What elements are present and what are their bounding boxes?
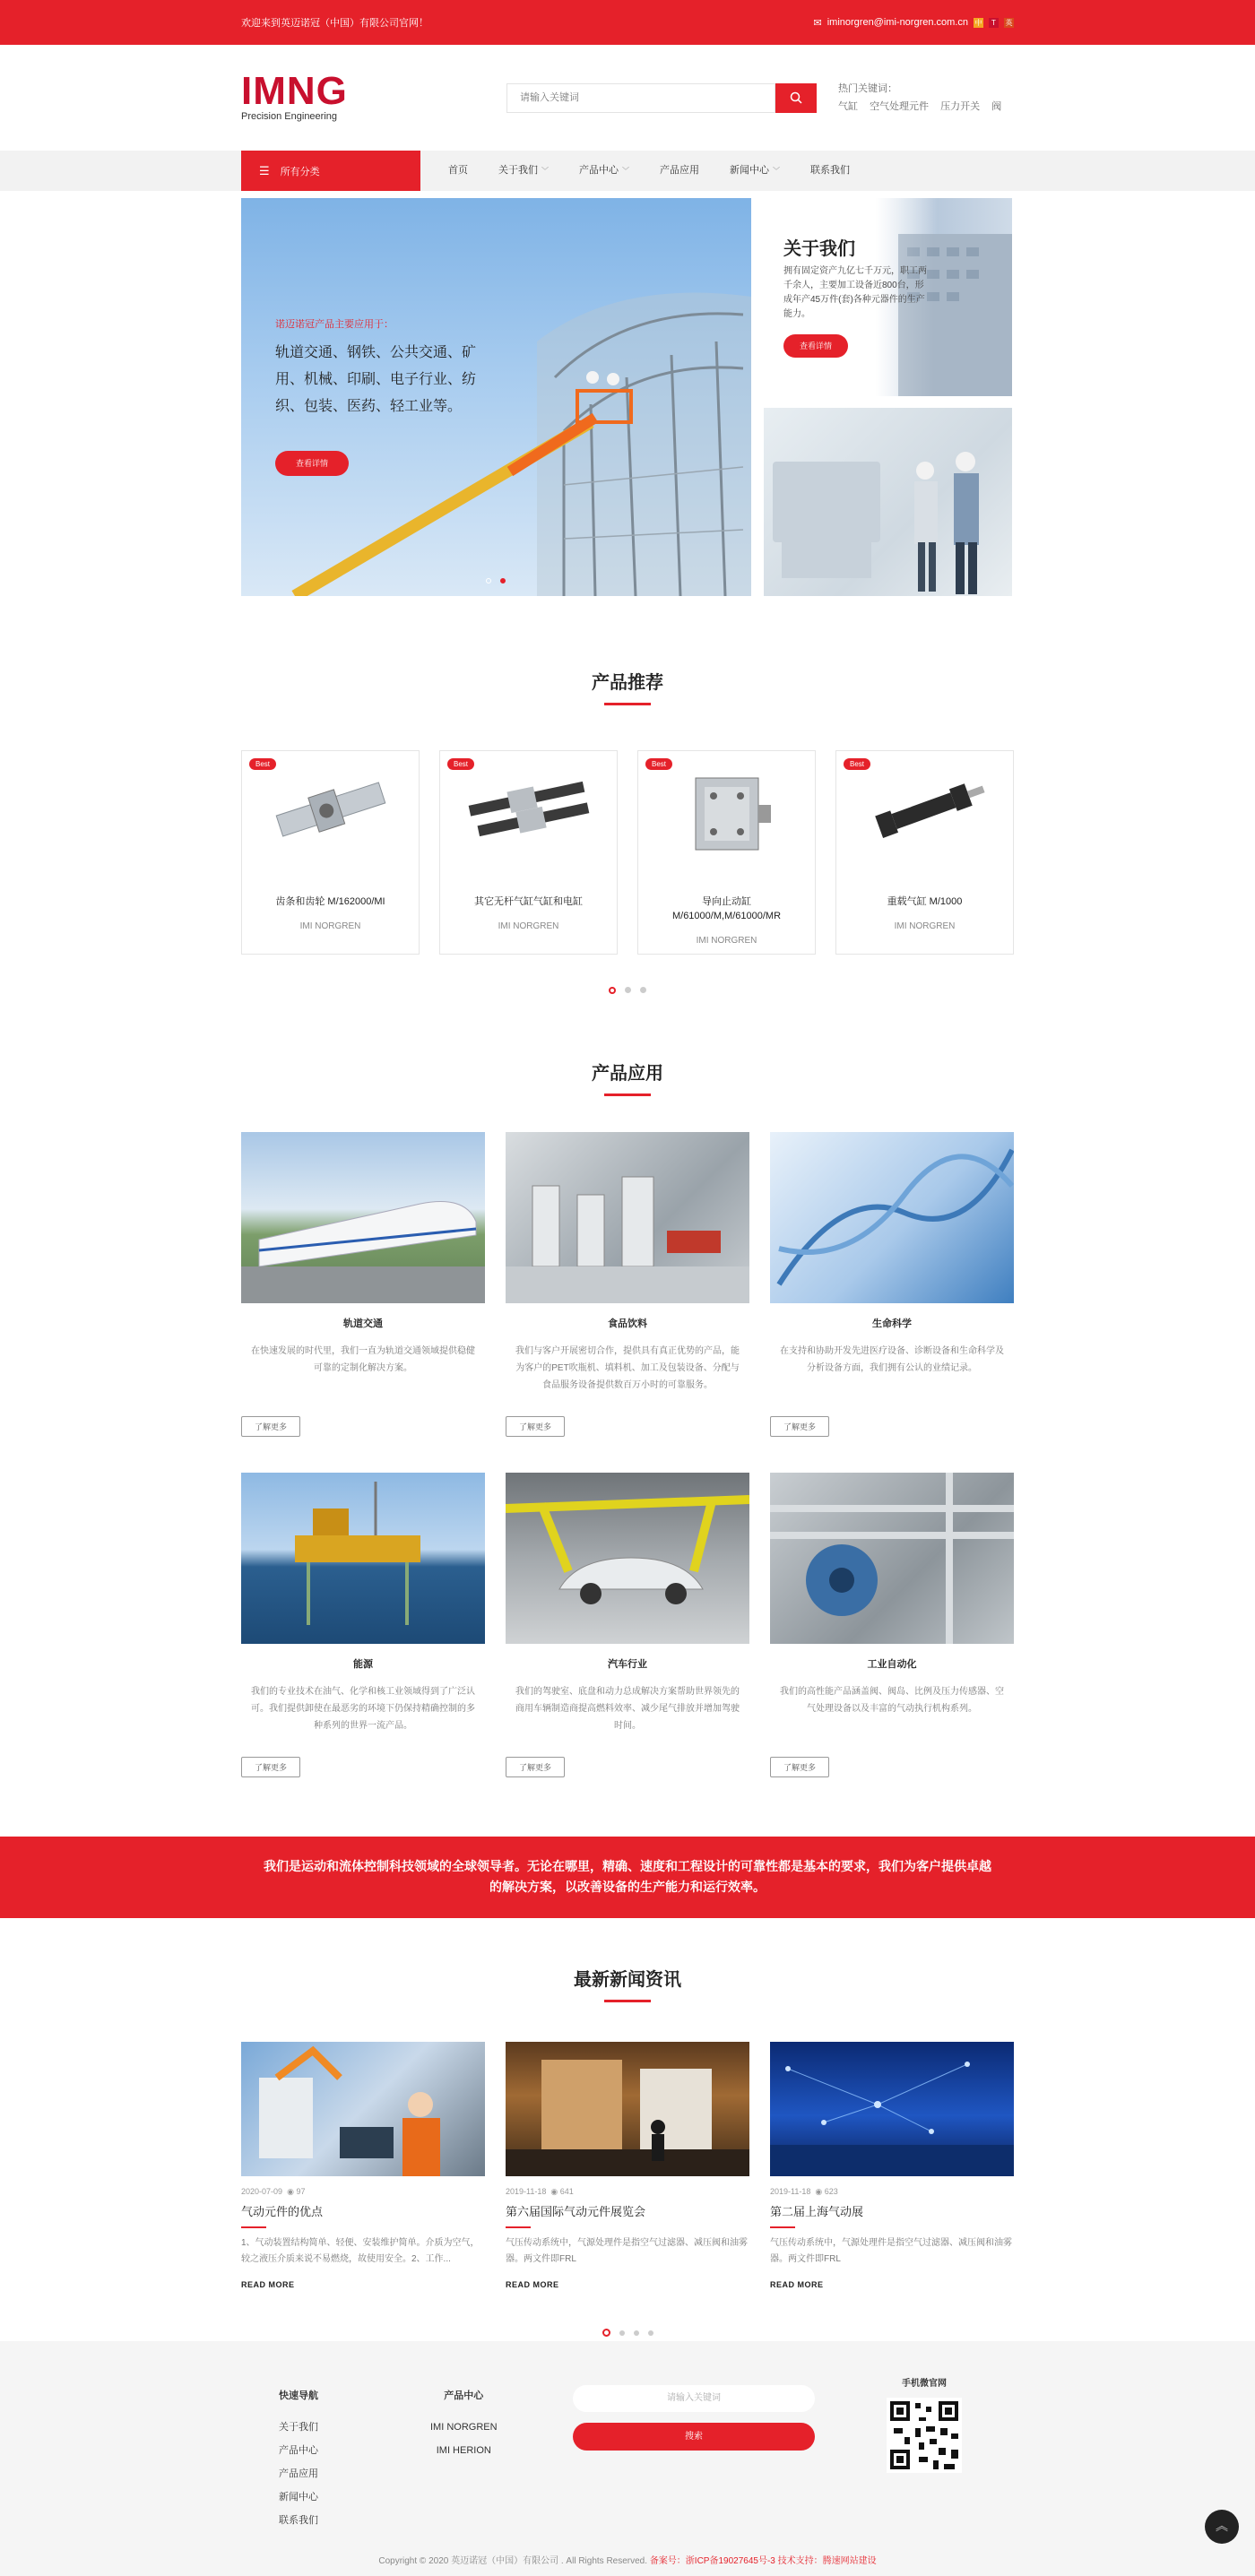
nav-item-label: 首页 <box>448 165 468 176</box>
news-date: 2020-07-09 <box>241 2187 283 2196</box>
products-section <box>241 668 1014 994</box>
learn-more-button[interactable]: 了解更多 <box>241 1757 300 1777</box>
learn-more-button[interactable]: 了解更多 <box>506 1416 565 1437</box>
best-badge: Best <box>447 758 474 770</box>
pipes-fan-illustration <box>770 1473 1014 1644</box>
product-brand: IMI NORGREN <box>696 936 757 946</box>
footer-search-button[interactable]: 搜索 <box>573 2423 815 2451</box>
hero-section <box>241 191 1014 598</box>
bottling-machine-illustration <box>506 1132 749 1303</box>
application-desc: 我们与客户开展密切合作，提供具有真正优势的产品，能为客户的PET吹瓶机、填料机、加工及包装设备、分配与食品服务设备提供数百万小时的可靠服务。 <box>515 1346 740 1390</box>
exhibition-illustration <box>506 2042 749 2176</box>
footer-col-title: 快速导航 <box>279 2390 318 2401</box>
pagination-dot-active[interactable] <box>609 987 616 994</box>
news-image <box>506 2042 749 2176</box>
footer-link[interactable]: 新闻中心 <box>279 2492 318 2503</box>
hot-keyword[interactable]: 气缸 <box>838 101 858 112</box>
robot-workers-illustration <box>241 2042 485 2176</box>
mission-banner <box>0 1837 1255 1918</box>
header-search <box>506 83 817 113</box>
hot-keyword[interactable]: 阀 <box>991 101 1002 112</box>
news-date: 2019-11-18 <box>770 2187 811 2196</box>
mission-line-1: 我们是运动和流体控制科技领域的全球领导者。无论在哪里，精确、速度和工程设计的可靠性都是基本的要求，我们为客户提供卓越 <box>264 1859 991 1873</box>
all-categories-label: 所有分类 <box>280 166 320 177</box>
about-details-button[interactable]: 查看详情 <box>783 334 848 358</box>
nav-item-news[interactable] <box>714 151 795 191</box>
product-card[interactable] <box>637 750 816 955</box>
eye-icon: ◉ <box>815 2187 823 2196</box>
logo-main: IMNG <box>241 69 348 113</box>
pagination-dot[interactable] <box>648 2330 653 2336</box>
news-meta <box>506 2187 749 2197</box>
news-meta <box>241 2187 485 2197</box>
footer-product-center <box>430 2388 498 2462</box>
nav-item-label: 新闻中心 <box>730 165 769 176</box>
top-bar <box>0 0 1255 45</box>
applications-title: 产品应用 <box>241 1059 1014 1096</box>
search-input[interactable] <box>506 83 775 113</box>
news-date: 2019-11-18 <box>506 2187 547 2196</box>
application-desc: 在快速发展的时代里，我们一直为轨道交通领域提供稳健可靠的定制化解决方案。 <box>251 1346 475 1373</box>
application-card[interactable] <box>241 1132 485 1437</box>
best-badge: Best <box>645 758 672 770</box>
copyright <box>0 2553 1255 2566</box>
footer <box>0 2341 1255 2576</box>
product-name: 其它无杆气缸气缸和电缸 <box>474 896 583 907</box>
oil-platform-illustration <box>241 1473 485 1644</box>
logo[interactable] <box>241 69 501 122</box>
news-views: 623 <box>824 2187 838 2196</box>
banner-dot[interactable] <box>486 578 491 583</box>
product-card[interactable] <box>439 750 618 955</box>
product-brand: IMI NORGREN <box>498 921 559 931</box>
engineers-photo <box>764 408 1012 596</box>
application-name: 工业自动化 <box>867 1659 917 1670</box>
engineers-illustration <box>764 408 1012 596</box>
about-title: 关于我们 <box>783 239 855 259</box>
nav-item-label: 产品应用 <box>660 165 699 176</box>
about-text: 拥有固定资产九亿七千万元，职工两千余人，主要加工设备近800台，形成年产45万件(套)各种元器件的生产能力。 <box>783 266 927 319</box>
products-pagination <box>241 987 1014 994</box>
product-card[interactable] <box>241 750 420 955</box>
nav-item-label: 产品中心 <box>579 165 619 176</box>
footer-link[interactable]: 产品应用 <box>279 2468 318 2479</box>
news-excerpt: 气压传动系统中，气源处理件是指空气过滤器、减压阀和油雾器。两文件即FRL <box>506 2238 748 2264</box>
heavy-duty-cylinder-icon <box>858 774 992 845</box>
chevron-down-icon: ﹀ <box>541 167 549 175</box>
nav-item-applications[interactable] <box>645 151 714 191</box>
news-excerpt: 气压传动系统中，气源处理件是指空气过滤器、减压阀和油雾器。两文件即FRL <box>770 2238 1012 2264</box>
eye-icon: ◉ <box>287 2187 294 2196</box>
news-meta <box>770 2187 1014 2197</box>
news-title-link[interactable]: 第二届上海气动展 <box>770 2202 1014 2228</box>
footer-search <box>573 2385 815 2451</box>
logo-sub: Precision Engineering <box>241 111 338 122</box>
pagination-dot[interactable] <box>625 987 631 993</box>
pagination-dot[interactable] <box>640 987 646 993</box>
learn-more-button[interactable]: 了解更多 <box>241 1416 300 1437</box>
learn-more-button[interactable]: 了解更多 <box>770 1757 829 1777</box>
rodless-cylinder-icon <box>462 774 596 845</box>
dna-helix-illustration <box>770 1132 1014 1303</box>
product-card[interactable] <box>835 750 1014 955</box>
email-link[interactable]: iminorgren@imi-norgren.com.cn <box>827 17 968 28</box>
news-section <box>241 1965 1014 2337</box>
product-name: 齿条和齿轮 M/162000/MI <box>275 896 385 907</box>
hot-keywords <box>838 80 1010 116</box>
menu-icon: ☰ <box>259 163 270 177</box>
products-title: 产品推荐 <box>241 668 1014 705</box>
footer-search-input[interactable]: 请输入关键词 <box>573 2385 815 2412</box>
learn-more-button[interactable]: 了解更多 <box>770 1416 829 1437</box>
news-title: 最新新闻资讯 <box>241 1965 1014 2002</box>
double-chevron-up-icon: ︽ <box>1216 2519 1228 2533</box>
food-beverage-photo <box>506 1132 749 1303</box>
news-image <box>770 2042 1014 2176</box>
pagination-dot[interactable] <box>634 2330 639 2336</box>
application-desc: 我们的高性能产品涵盖阀、阀岛、比例及压力传感器、空气处理设备以及丰富的气动执行机构系列。 <box>780 1687 1004 1714</box>
footer-link[interactable]: 关于我们 <box>279 2422 318 2433</box>
language-cn-button[interactable]: 中 <box>974 18 982 27</box>
energy-photo <box>241 1473 485 1644</box>
news-views: 641 <box>559 2187 574 2196</box>
hot-keyword[interactable]: 空气处理元件 <box>870 101 930 112</box>
applications-section <box>241 1059 1014 1777</box>
read-more-link[interactable]: READ MORE <box>770 2280 824 2289</box>
application-card[interactable] <box>506 1473 749 1777</box>
automotive-photo <box>506 1473 749 1644</box>
application-desc: 我们的驾驶室、底盘和动力总成解决方案帮助世界领先的商用车辆制造商提高燃料效率、减少尾气排放并增加驾驶时间。 <box>515 1687 740 1731</box>
learn-more-button[interactable]: 了解更多 <box>506 1757 565 1777</box>
hero-tag: 诺迈诺冠产品主要应用于： <box>275 319 394 330</box>
icp-link[interactable]: 备案号：浙ICP备19027645号-3 技术支持：腾速网站建设 <box>649 2556 877 2566</box>
rail-transit-photo <box>241 1132 485 1303</box>
pagination-dot[interactable] <box>619 2330 625 2336</box>
train-illustration <box>241 1132 485 1303</box>
eye-icon: ◉ <box>550 2187 558 2196</box>
about-card[interactable] <box>764 198 1012 396</box>
footer-quick-nav <box>279 2388 318 2532</box>
nav-item-contact[interactable] <box>795 151 865 191</box>
application-card[interactable] <box>770 1132 1014 1437</box>
news-pagination <box>241 2329 1014 2337</box>
application-name: 生命科学 <box>872 1318 912 1329</box>
hot-keywords-label: 热门关键词： <box>838 83 897 94</box>
footer-link[interactable]: 产品中心 <box>279 2445 318 2456</box>
footer-link[interactable]: IMI NORGREN <box>430 2422 498 2433</box>
news-card[interactable] <box>241 2042 485 2289</box>
footer-link[interactable]: IMI HERION <box>436 2445 491 2456</box>
nav-item-home[interactable] <box>433 151 483 191</box>
product-name: 导向止动缸 M/61000/M,M/61000/MR <box>671 896 782 921</box>
welcome-text: 欢迎来到英迈诺冠（中国）有限公司官网！ <box>241 18 428 29</box>
product-brand: IMI NORGREN <box>894 921 956 931</box>
read-more-link[interactable]: READ MORE <box>241 2280 295 2289</box>
best-badge: Best <box>844 758 870 770</box>
pagination-dot-active[interactable] <box>602 2329 610 2337</box>
news-title-link[interactable]: 气动元件的优点 <box>241 2202 485 2228</box>
guided-cylinder-icon <box>660 765 794 854</box>
search-icon <box>790 91 802 104</box>
application-desc: 我们的专业技术在油气、化学和核工业领域得到了广泛认可。我们提供卸使在最恶劣的环境下仍保持精确控制的多种系列的世界一流产品。 <box>251 1687 475 1731</box>
news-excerpt: 1、气动装置结构简单、轻便、安装维护简单。介质为空气，较之液压介质来说不易燃烧，故使用安全。2、工作... <box>241 2238 480 2264</box>
back-to-top-button[interactable] <box>1205 2510 1239 2544</box>
news-card[interactable] <box>770 2042 1014 2289</box>
language-en-button[interactable]: 英 <box>1005 18 1013 27</box>
hero-description: 轨道交通、钢铁、公共交通、矿用、机械、印刷、电子行业、纺织、包装、医药、轻工业等。 <box>275 345 477 414</box>
news-image <box>241 2042 485 2176</box>
application-name: 食品饮料 <box>608 1318 647 1329</box>
qr-code-icon <box>887 2398 962 2473</box>
footer-col-title: 产品中心 <box>444 2390 484 2401</box>
application-name: 能源 <box>353 1659 373 1670</box>
language-tw-button[interactable]: T <box>989 18 999 28</box>
hot-keyword[interactable]: 压力开关 <box>940 101 981 112</box>
nav-item-label: 关于我们 <box>498 165 538 176</box>
news-views: 97 <box>296 2187 306 2196</box>
qr-title: 手机微官网 <box>902 2379 947 2389</box>
main-nav <box>0 151 1255 191</box>
search-button[interactable] <box>775 83 817 113</box>
all-categories-button[interactable] <box>241 151 420 191</box>
best-badge: Best <box>249 758 276 770</box>
hero-banner[interactable] <box>241 198 751 596</box>
chevron-down-icon: ﹀ <box>622 167 629 175</box>
mail-icon: ✉ <box>813 17 822 29</box>
banner-pagination <box>486 578 506 583</box>
car-assembly-illustration <box>506 1473 749 1644</box>
application-card[interactable] <box>506 1132 749 1437</box>
read-more-link[interactable]: READ MORE <box>506 2280 559 2289</box>
banner-dot-active[interactable] <box>500 578 506 583</box>
network-city-illustration <box>770 2042 1014 2176</box>
rack-pinion-cylinder-icon <box>264 774 398 845</box>
header <box>0 45 1255 151</box>
industrial-automation-photo <box>770 1473 1014 1644</box>
chevron-down-icon: ﹀ <box>773 167 780 175</box>
mission-line-2: 的解决方案，以改善设备的生产能力和运行效率。 <box>489 1880 766 1894</box>
application-name: 轨道交通 <box>343 1318 383 1329</box>
news-card[interactable] <box>506 2042 749 2289</box>
nav-item-products[interactable] <box>564 151 645 191</box>
news-title-link[interactable]: 第六届国际气动元件展览会 <box>506 2202 749 2228</box>
nav-item-label: 联系我们 <box>810 165 850 176</box>
hero-details-button[interactable]: 查看详情 <box>275 451 349 476</box>
application-card[interactable] <box>241 1473 485 1777</box>
product-brand: IMI NORGREN <box>299 921 361 931</box>
copyright-text: Copyright © 2020 英迈诺冠（中国）有限公司 . All Rights Reserved. <box>378 2556 648 2566</box>
life-science-photo <box>770 1132 1014 1303</box>
nav-item-about[interactable] <box>483 151 564 191</box>
application-desc: 在支持和协助开发先进医疗设备、诊断设备和生命科学及分析设备方面，我们拥有公认的业绩记录。 <box>780 1346 1004 1373</box>
footer-qr <box>887 2375 962 2476</box>
product-name: 重载气缸 M/1000 <box>887 896 963 907</box>
application-card[interactable] <box>770 1473 1014 1777</box>
footer-link[interactable]: 联系我们 <box>279 2515 318 2526</box>
application-name: 汽车行业 <box>608 1659 647 1670</box>
